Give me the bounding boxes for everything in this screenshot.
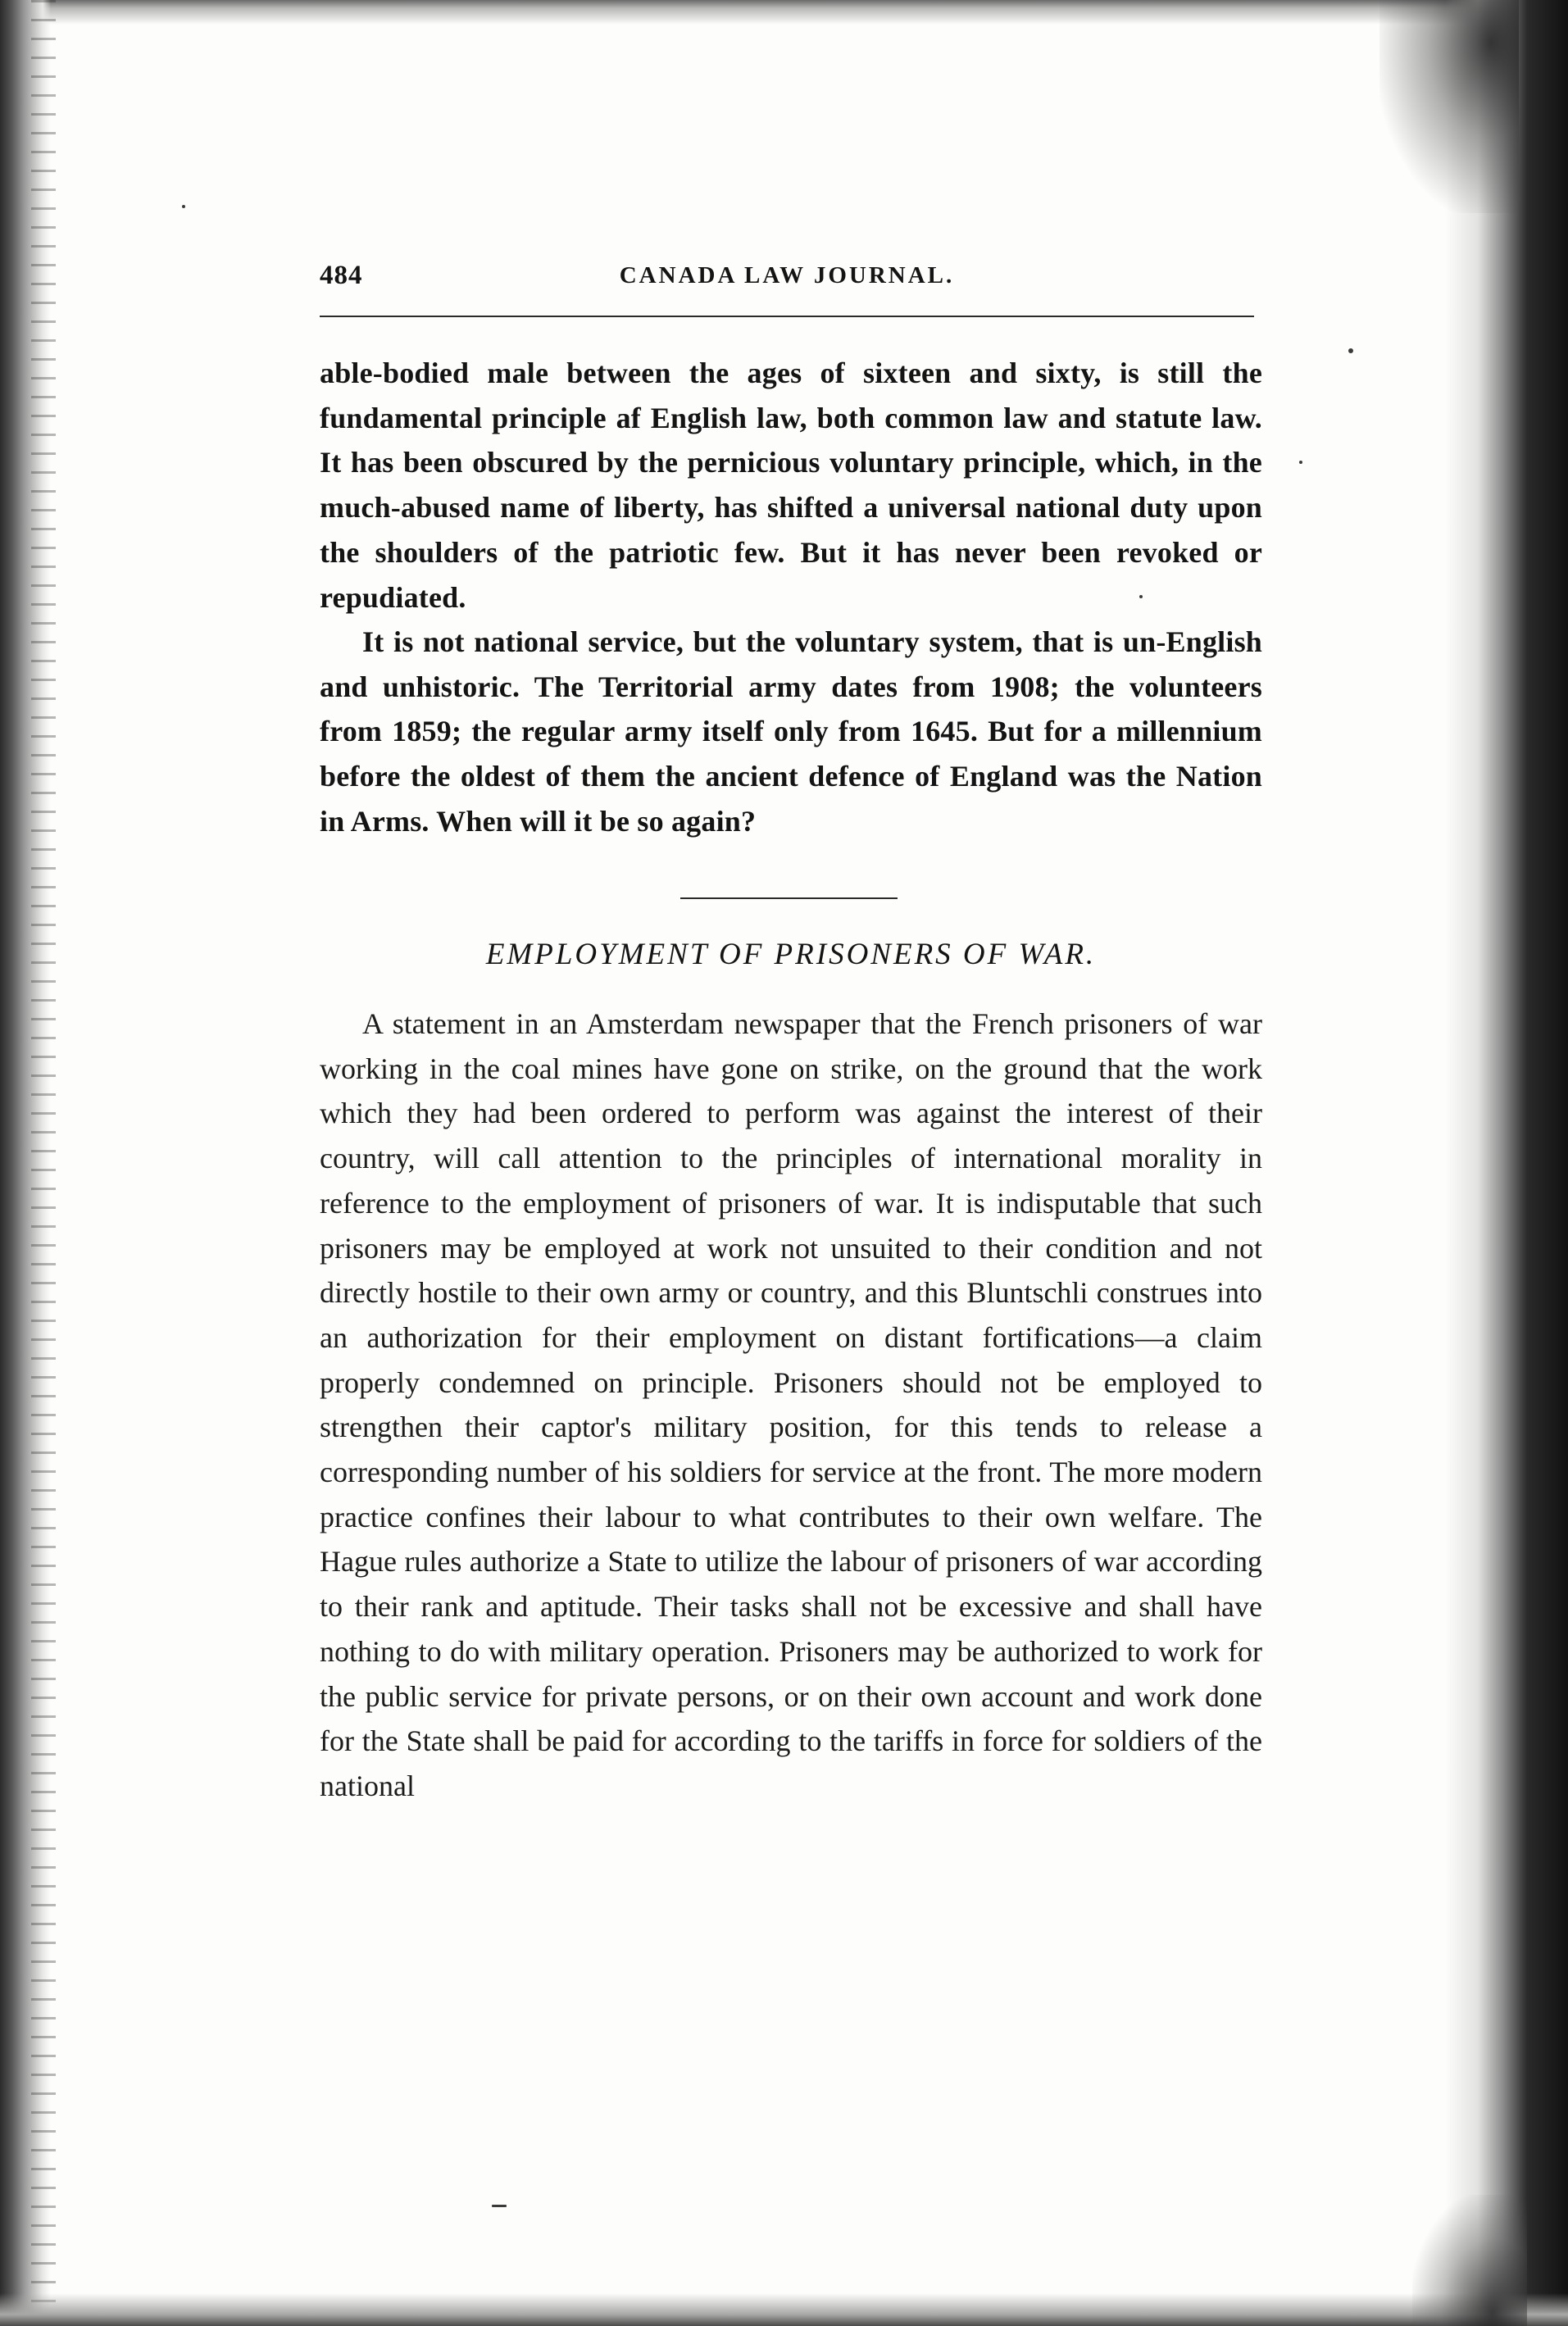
journal-title: CANADA LAW JOURNAL. xyxy=(619,262,955,288)
paragraph-prisoners-of-war xyxy=(320,1002,1262,1809)
section-divider xyxy=(680,897,898,899)
running-head xyxy=(320,261,1254,302)
paragraph-text: A statement in an Amsterdam newspaper that the French prisoners of war working in the coal mines have gone on strike, on the ground that the work which they had been ordered to perform was against the interest of their country, will call attention to the principles of international morality in reference to the employment of prisoners of war. It is indisputable that such prisoners may be employed at work not unsuited to their condition and not directly hostile to their own army or country, and this Bluntschli construes into an authorization for their employment on distant fortifications—a claim properly condemned on principle. Prisoners should not be employed to strengthen their captor's military position, for this tends to release a corresponding number of his soldiers for service at the front. The more modern practice confines their labour to what contributes to their own welfare. The Hague rules authorize a State to utilize the labour of prisoners of war according to their rank and aptitude. Their tasks shall not be excessive and shall have nothing to do with military operation. Prisoners may be authorized to work for the public service for private persons, or on their own account and work done for the State shall be paid for according to the tariffs in force for soldiers of the national xyxy=(320,1007,1262,1802)
scan-speck xyxy=(182,205,185,208)
scan-edge-right xyxy=(1445,0,1568,2326)
paragraph-continued xyxy=(320,351,1262,620)
scan-speck xyxy=(1299,461,1302,464)
paragraph-national-service xyxy=(320,620,1262,844)
scan-edge-top xyxy=(0,0,1568,25)
section-title: EMPLOYMENT OF PRISONERS OF WAR. xyxy=(485,938,1097,971)
scan-smudge-top-right xyxy=(1379,0,1519,213)
paragraph-text: It is not national service, but the voluntary system, that is un-English and unhistoric. The Territorial army dates from 1908; the volunteers from 1859; the regular army itself only from 1645. But for a millennium before the oldest of them the ancient defence of England was the Nation in Arms. When will it be so again? xyxy=(320,625,1262,838)
scan-edge-bottom xyxy=(0,2293,1568,2326)
scan-speck xyxy=(1348,348,1353,353)
scan-speck xyxy=(492,2205,507,2207)
scan-smudge-bottom-right xyxy=(1412,2195,1527,2326)
header-rule xyxy=(320,316,1254,317)
scan-edge-left-speckle xyxy=(31,0,56,2326)
paragraph-text: able-bodied male between the ages of sixteen and sixty, is still the fundamental principle af English law, both common law and statute law. It has been obscured by the pernicious voluntary principle, which, in the much-abused name of liberty, has shifted a universal national duty upon the shoulders of the patriotic few. But it has never been revoked or repudiated. xyxy=(320,357,1262,614)
page-number: 484 xyxy=(320,261,363,290)
